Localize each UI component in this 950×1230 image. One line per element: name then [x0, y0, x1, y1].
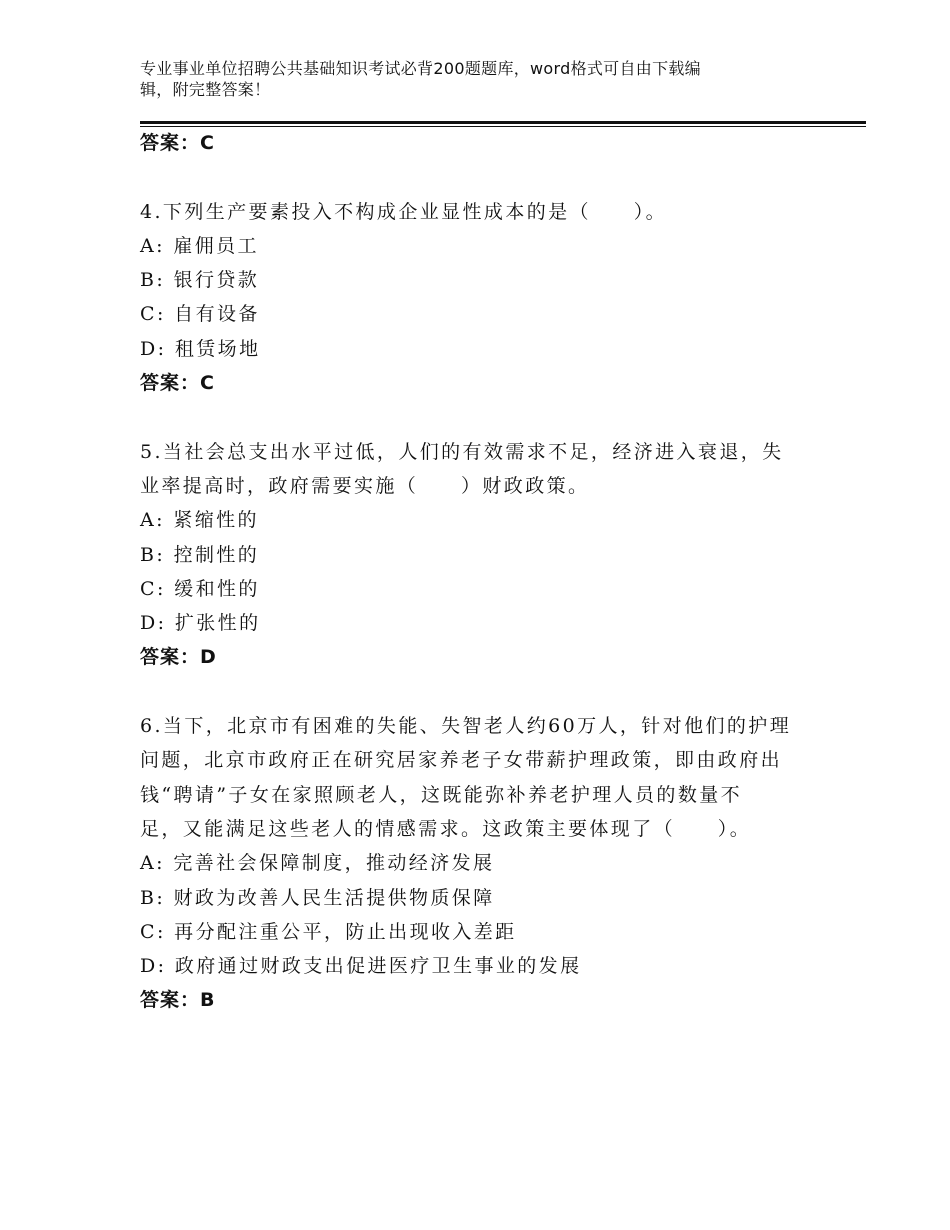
question-line: 6.当下，北京市有困难的失能、失智老人约60万人，针对他们的护理 [140, 715, 792, 738]
header-line-1: 专业事业单位招聘公共基础知识考试必背200题题库，word格式可自由下载编 [140, 59, 701, 78]
option-b: B: 财政为改善人民生活提供物质保障 [140, 886, 495, 909]
document-header [140, 58, 800, 100]
option-b: B: 控制性的 [140, 543, 260, 566]
header-rule-thick [140, 121, 866, 124]
option-d: D: 扩张性的 [140, 612, 261, 635]
spacer [140, 400, 810, 434]
question-text [140, 435, 810, 504]
question-line: 足，又能满足这些老人的情感需求。这政策主要体现了（ ）。 [140, 817, 752, 840]
option-d: D: 政府通过财政支出促进医疗卫生事业的发展 [140, 955, 582, 978]
previous-answer: 答案：C [140, 132, 215, 154]
option-a: A: 雇佣员工 [140, 234, 259, 257]
option-a: A: 完善社会保障制度，推动经济发展 [140, 852, 495, 875]
option-c: C: 再分配注重公平，防止出现收入差距 [140, 920, 517, 943]
question-line: 5.当社会总支出水平过低，人们的有效需求不足，经济进入衰退，失 [140, 440, 784, 463]
question-line: 钱“聘请”子女在家照顾老人，这既能弥补养老护理人员的数量不 [140, 783, 743, 806]
answer: 答案：D [140, 646, 217, 669]
question-6 [140, 709, 810, 1018]
answer: 答案：C [140, 372, 215, 395]
question-4 [140, 195, 810, 401]
question-text [140, 709, 810, 846]
spacer [140, 160, 810, 194]
option-a: A: 紧缩性的 [140, 509, 259, 532]
option-c: C: 自有设备 [140, 303, 260, 326]
option-b: B: 银行贷款 [140, 269, 260, 292]
question-line: 业率提高时，政府需要实施（ ）财政政策。 [140, 474, 590, 497]
question-line: 问题，北京市政府正在研究居家养老子女带薪护理政策，即由政府出 [140, 749, 783, 772]
question-5 [140, 435, 810, 675]
option-c: C: 缓和性的 [140, 577, 260, 600]
document-body [140, 126, 810, 1018]
question-line: 4.下列生产要素投入不构成企业显性成本的是（ ）。 [140, 200, 668, 223]
option-d: D: 租赁场地 [140, 337, 261, 360]
spacer [140, 675, 810, 709]
question-text [140, 195, 810, 229]
header-line-2: 辑，附完整答案！ [140, 80, 271, 99]
answer: 答案：B [140, 989, 216, 1012]
